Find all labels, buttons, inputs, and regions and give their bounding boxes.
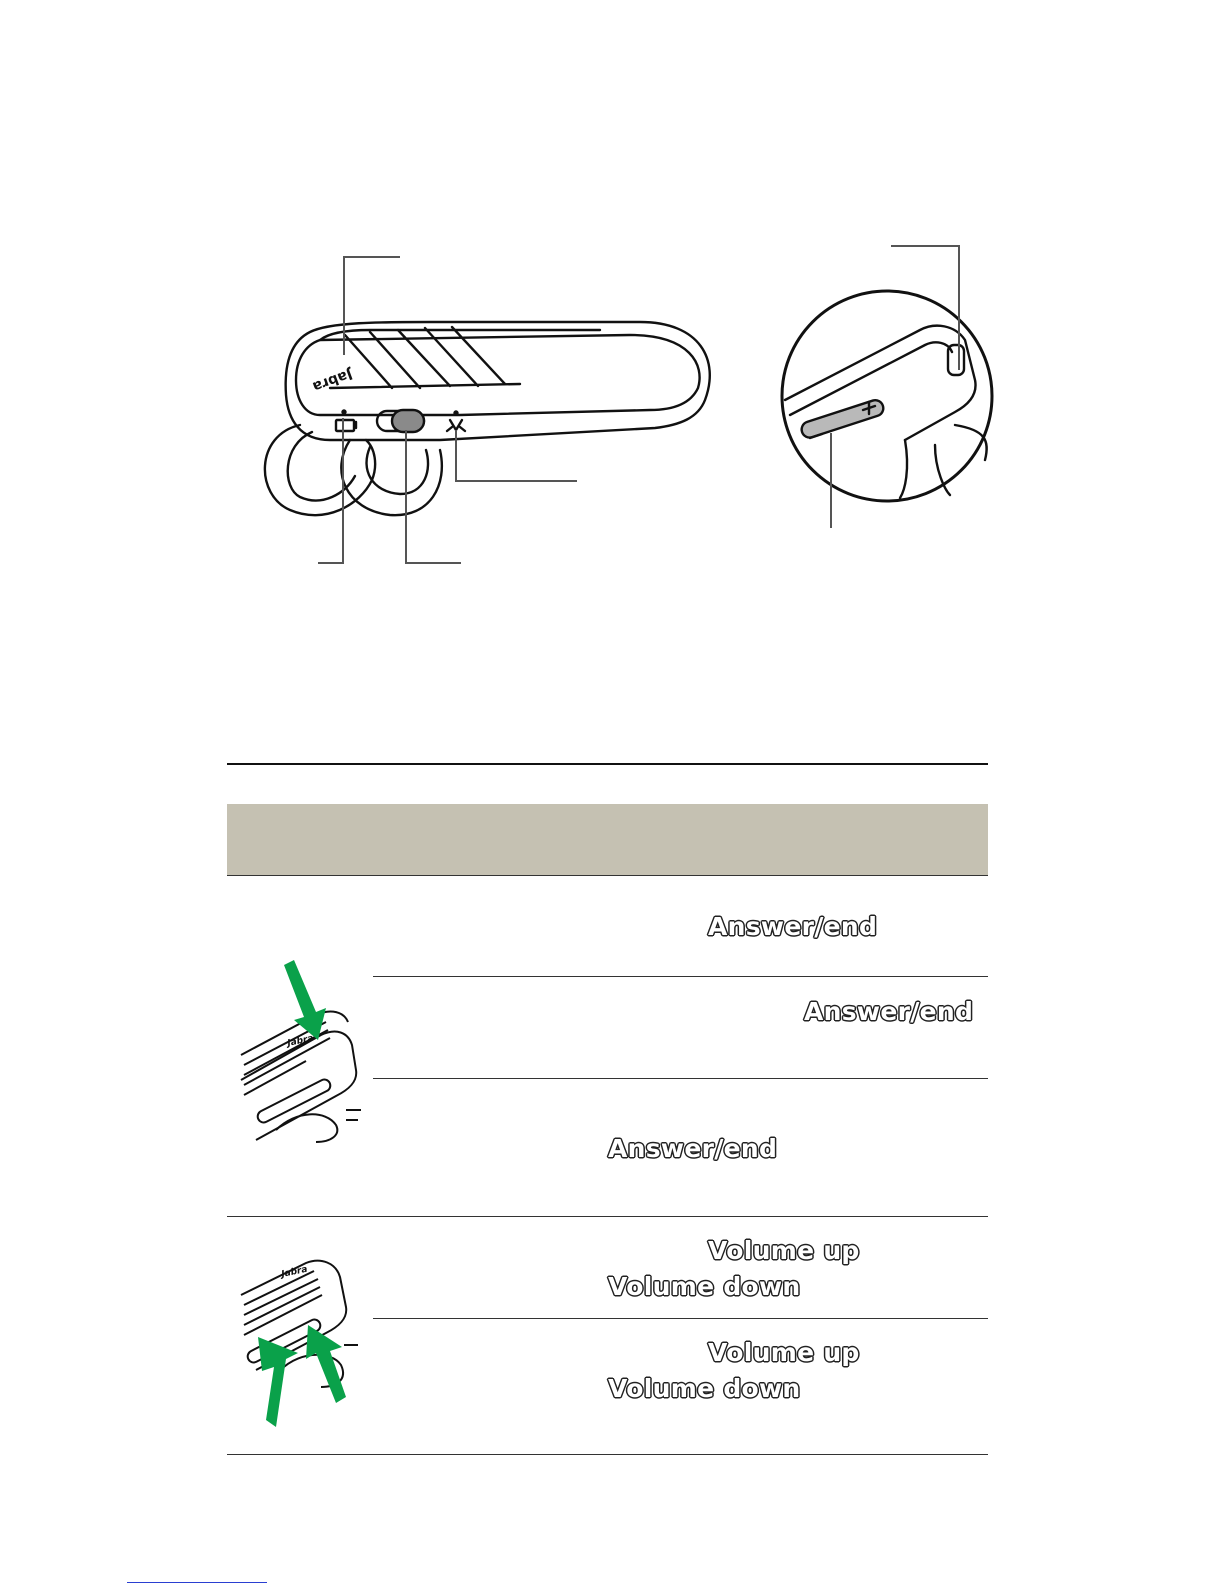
volume-down-label-2: Volume down [608, 1374, 801, 1403]
brand-logo: Jabra [310, 365, 355, 395]
answer-end-label-3: Answer/end [608, 1134, 778, 1163]
row-divider [373, 1318, 988, 1319]
volume-illustration [236, 1255, 366, 1435]
battery-icon [336, 420, 354, 431]
microphone-icon [447, 420, 465, 431]
row-divider [373, 976, 988, 977]
volume-up-label-2: Volume up [708, 1338, 860, 1367]
answer-end-label-2: Answer/end [804, 997, 974, 1026]
header-bottom-rule [227, 875, 988, 876]
volume-up-label-1: Volume up [708, 1236, 860, 1265]
row-divider [373, 1078, 988, 1079]
section-divider [227, 1216, 988, 1217]
volume-down-label-1: Volume down [608, 1272, 801, 1301]
footer-link-underline[interactable] [127, 1582, 267, 1583]
table-header-band [227, 804, 988, 875]
table-top-rule [227, 763, 988, 765]
svg-text:Jabra: Jabra [280, 1264, 309, 1280]
table-bottom-rule [227, 1454, 988, 1455]
headset-diagram [0, 0, 1224, 620]
answer-end-label-1: Answer/end [708, 912, 878, 941]
detail-circle [782, 291, 992, 501]
svg-text:Jabra: Jabra [286, 1033, 315, 1049]
answer-end-button-graphic [392, 410, 424, 432]
call-illustration [236, 960, 366, 1150]
